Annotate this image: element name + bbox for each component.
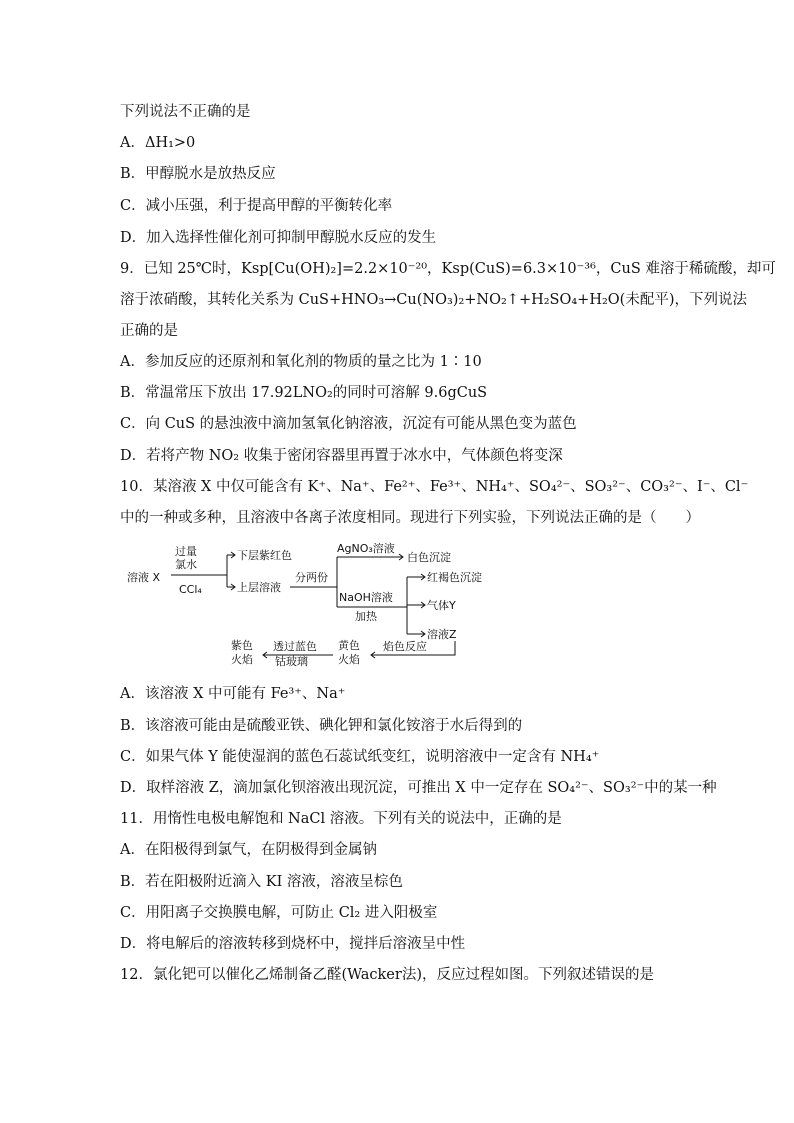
q8-option-a: A．ΔH₁>0 xyxy=(120,135,196,151)
q9-option-c: C．向 CuS 的悬浊液中滴加氢氧化钠溶液，沉淀有可能从黑色变为蓝色 xyxy=(120,416,577,432)
q12-stem: 12．氯化钯可以催化乙烯制备乙醛(Wacker法)，反应过程如图。下列叙述错误的是 xyxy=(120,967,654,983)
q10-option-a: A．该溶液 X 中可能有 Fe³⁺、Na⁺ xyxy=(120,686,346,702)
q10-stem-line1: 10．某溶液 X 中仅可能含有 K⁺、Na⁺、Fe²⁺、Fe³⁺、NH₄⁺、SO₄²⁻、SO₃²⁻、CO₃²⁻、I⁻、Cl⁻ xyxy=(120,479,749,495)
diagram-through-cobalt-2: 钴玻璃 xyxy=(275,655,308,668)
q9-stem-line1: 9．已知 25℃时，Ksp[Cu(OH)₂]=2.2×10⁻²⁰，Ksp(CuS)=6.3×10⁻³⁶，CuS 难溶于稀硫酸，却可 xyxy=(120,261,776,277)
q10-stem-line2: 中的一种或多种，且溶液中各离子浓度相同。现进行下列实验，下列说法正确的是（ ） xyxy=(120,510,700,526)
diagram-solution-z: 溶液Z xyxy=(427,628,457,641)
q11-stem: 11．用惰性电极电解饱和 NaCl 溶液。下列有关的说法中，正确的是 xyxy=(120,811,562,827)
q8-option-c: C．减小压强，利于提高甲醇的平衡转化率 xyxy=(120,198,393,214)
diagram-purple: 紫色 xyxy=(231,639,253,652)
diagram-excess: 过量 xyxy=(175,545,197,558)
q9-stem-line2: 溶于浓硝酸，其转化关系为 CuS+HNO₃→Cu(NO₃)₂+NO₂↑+H₂SO₄+H₂O(未配平)，下列说法 xyxy=(120,292,747,308)
diagram-flame-test: 焰色反应 xyxy=(383,640,427,653)
diagram-solution-x: 溶液 X xyxy=(127,571,161,584)
diagram-flame1: 火焰 xyxy=(338,653,360,666)
q10-option-b: B．该溶液可能由是硫酸亚铁、碘化钾和氯化铵溶于水后得到的 xyxy=(120,718,523,734)
q10-flow-diagram xyxy=(125,541,505,671)
q8-stem: 下列说法不正确的是 xyxy=(120,104,251,120)
q11-option-b: B．若在阳极附近滴入 KI 溶液，溶液呈棕色 xyxy=(120,874,403,890)
q9-option-a: A．参加反应的还原剂和氧化剂的物质的量之比为 1∶10 xyxy=(120,354,482,370)
diagram-chlorine-water: 氯水 xyxy=(175,558,197,571)
diagram-upper-layer: 上层溶液 xyxy=(237,581,281,594)
q10-option-c: C．如果气体 Y 能使湿润的蓝色石蕊试纸变红，说明溶液中一定含有 NH₄⁺ xyxy=(120,749,600,765)
diagram-agno3: AgNO₃溶液 xyxy=(337,542,395,555)
diagram-flame2: 火焰 xyxy=(231,653,253,666)
q9-option-d: D．若将产物 NO₂ 收集于密闭容器里再置于冰水中，气体颜色将变深 xyxy=(120,448,563,464)
q10-option-d: D．取样溶液 Z，滴加氯化钡溶液出现沉淀，可推出 X 中一定存在 SO₄²⁻、SO₃²⁻中的某一种 xyxy=(120,780,717,796)
diagram-lower-layer: 下层紫红色 xyxy=(237,549,292,562)
q9-stem-line3: 正确的是 xyxy=(120,323,178,339)
q8-option-d: D．加入选择性催化剂可抑制甲醇脱水反应的发生 xyxy=(120,230,437,246)
q11-option-c: C．用阳离子交换膜电解，可防止 Cl₂ 进入阳极室 xyxy=(120,905,438,921)
diagram-white-ppt: 白色沉淀 xyxy=(407,551,451,564)
diagram-yellow: 黄色 xyxy=(338,639,360,652)
diagram-red-brown-ppt: 红褐色沉淀 xyxy=(427,571,482,584)
diagram-heat: 加热 xyxy=(355,610,377,623)
diagram-gas-y: 气体Y xyxy=(427,599,456,612)
q11-option-d: D．将电解后的溶液转移到烧杯中，搅拌后溶液呈中性 xyxy=(120,936,466,952)
diagram-naoh: NaOH溶液 xyxy=(339,591,393,604)
q11-option-a: A．在阳极得到氯气，在阴极得到金属钠 xyxy=(120,842,377,858)
q9-option-b: B．常温常压下放出 17.92LNO₂的同时可溶解 9.6gCuS xyxy=(120,385,488,401)
diagram-ccl4: CCl₄ xyxy=(179,583,202,596)
diagram-through-cobalt-1: 透过蓝色 xyxy=(273,640,317,653)
q8-option-b: B．甲醇脱水是放热反应 xyxy=(120,166,276,182)
diagram-split-two: 分两份 xyxy=(295,571,328,584)
